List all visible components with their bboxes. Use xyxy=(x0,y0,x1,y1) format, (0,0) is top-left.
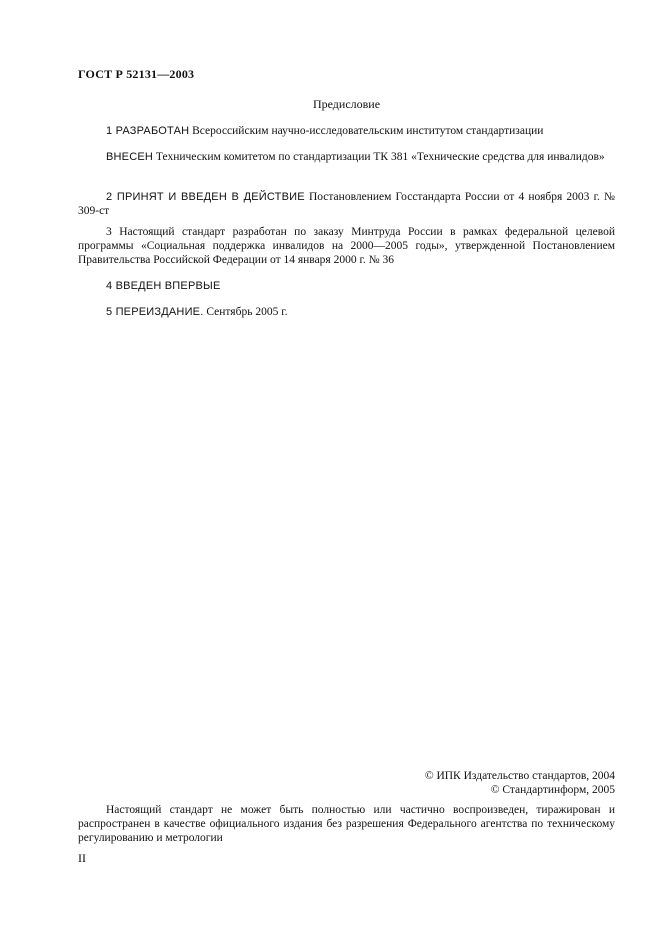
foreword-item-4 xyxy=(78,279,615,293)
foreword-item-1 xyxy=(78,124,615,138)
page-number: II xyxy=(78,851,86,865)
reproduction-notice: Настоящий стандарт не может быть полностью или частично воспроизведен, тиражирован и распространен в качестве официального издания без разрешения Федерального агентства по техническому регулированию и метрологии xyxy=(78,804,615,844)
document-code: ГОСТ Р 52131—2003 xyxy=(78,67,195,81)
item-text: Всероссийским научно-исследовательским институтом стандартизации xyxy=(189,125,544,137)
item-text: Постановлением Госстандарта России от 4 ноября 2003 г. № 309-ст xyxy=(78,191,616,217)
item-lead: 1 РАЗРАБОТАН xyxy=(106,125,190,137)
item-lead: ВНЕСЕН xyxy=(106,151,154,163)
foreword-item-5 xyxy=(78,305,615,319)
section-title-foreword: Предисловие xyxy=(312,97,381,111)
item-text: Сентябрь 2005 г. xyxy=(203,306,288,318)
foreword-item-3 xyxy=(78,225,615,267)
copyright-line-2: © Стандартинформ, 2005 xyxy=(490,784,615,796)
copyright-line-1: © ИПК Издательство стандартов, 2004 xyxy=(424,770,615,782)
foreword-item-2 xyxy=(78,190,615,218)
item-text: 3 Настоящий стандарт разработан по заказу Минтруда России в рамках федеральной целевой программы «Социальная поддержка инвалидов на 2000—2005 годы», утвержденной Постановлением Правительства Российской Федерации от 14 января 2000 г. № 36 xyxy=(78,226,615,266)
item-lead: 5 ПЕРЕИЗДАНИЕ. xyxy=(106,306,204,318)
foreword-item-introduced xyxy=(78,150,615,164)
item-lead: 2 ПРИНЯТ И ВВЕДЕН В ДЕЙСТВИЕ xyxy=(106,191,305,203)
item-lead: 4 ВВЕДЕН ВПЕРВЫЕ xyxy=(106,280,221,292)
item-text: Техническим комитетом по стандартизации ТК 381 «Технические средства для инвалидов» xyxy=(153,151,605,163)
